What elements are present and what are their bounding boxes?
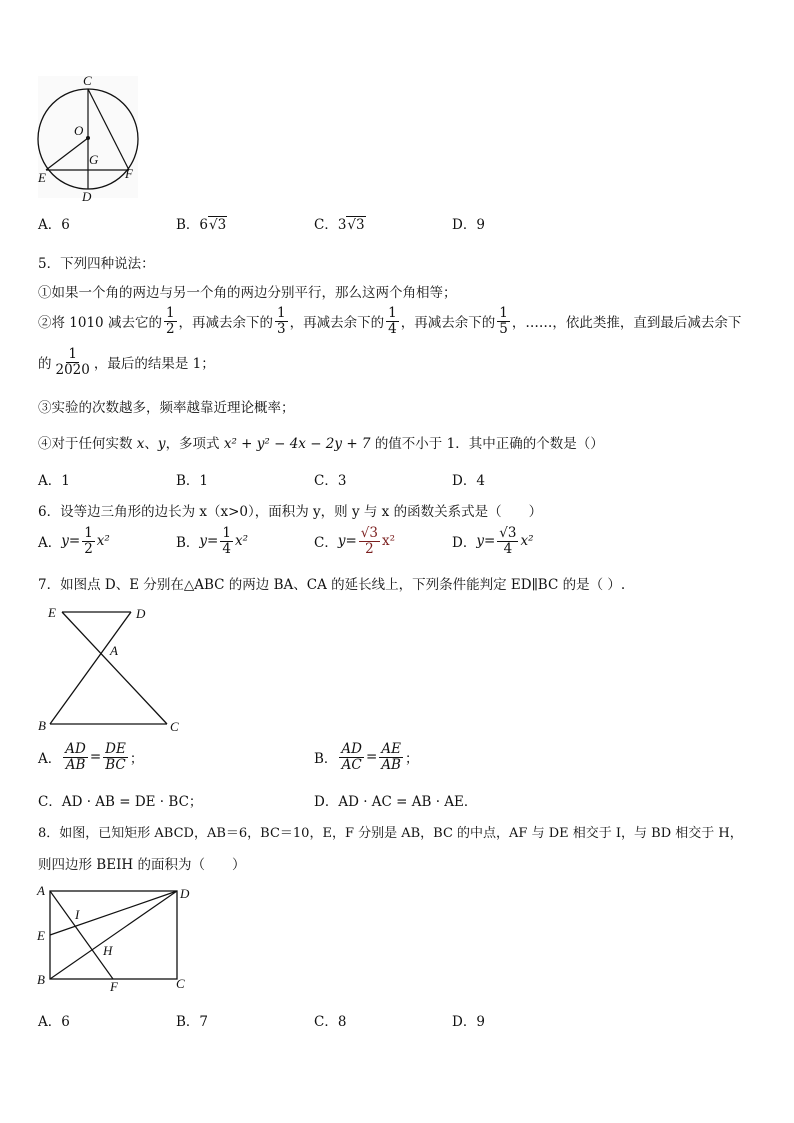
fraction-de-bc bbox=[103, 742, 128, 773]
fraction-denominator: 2 bbox=[165, 320, 175, 337]
q8-stem-line1: 8．如图，已知矩形 ABCD，AB＝6，BC＝10，E，F 分别是 AB，BC 的中点，AF 与 DE 相交于 I，与 BD 相交于 H， bbox=[38, 826, 743, 841]
y-equals: y= bbox=[476, 533, 496, 550]
fraction-numerator: √3 bbox=[499, 525, 517, 541]
option-label: B． bbox=[176, 535, 200, 552]
fraction-1-4 bbox=[386, 306, 399, 337]
q7-triangle-figure bbox=[30, 600, 190, 738]
label-i: I bbox=[75, 907, 80, 922]
fraction-numerator: AE bbox=[381, 741, 401, 757]
x-squared: x² bbox=[382, 533, 396, 550]
q4-option-b[interactable] bbox=[176, 213, 227, 233]
fraction-numerator: 1 bbox=[68, 346, 77, 362]
q6-option-a[interactable] bbox=[38, 526, 110, 557]
fraction-denominator: 2 bbox=[365, 540, 374, 557]
q4-option-b-radical: √3 bbox=[209, 217, 227, 233]
fraction-1-2020 bbox=[54, 347, 92, 378]
fraction-numerator: 1 bbox=[499, 305, 508, 321]
label-e: E bbox=[38, 170, 46, 185]
q7-option-c[interactable]: C．AD · AB = DE · BC； bbox=[38, 794, 203, 810]
q5-option-a[interactable]: A．1 bbox=[38, 473, 70, 489]
var-x: x bbox=[136, 436, 145, 452]
option-label: A． bbox=[38, 751, 62, 768]
label-b: B bbox=[37, 972, 45, 987]
fraction-denominator: AC bbox=[341, 756, 362, 773]
q5-option-d[interactable]: D．4 bbox=[452, 473, 485, 489]
segment-bd bbox=[50, 891, 177, 979]
separator: 、 bbox=[144, 436, 158, 452]
q5-s2-text-g: ，最后的结果是 1； bbox=[93, 356, 215, 373]
equals-sign: = bbox=[89, 749, 102, 766]
q4-option-a[interactable]: A．6 bbox=[38, 217, 70, 233]
label-c: C bbox=[170, 719, 179, 734]
label-b: B bbox=[38, 718, 46, 733]
y-equals: y= bbox=[61, 533, 81, 550]
q6-stem: 6．设等边三角形的边长为 x（x>0），面积为 y，则 y 与 x 的函数关系式是（ ） bbox=[38, 504, 543, 520]
q7-option-d[interactable]: D．AD · AC = AB · AE． bbox=[314, 794, 478, 810]
segment-ed bbox=[50, 891, 177, 935]
q5-statement-2-line2 bbox=[38, 347, 215, 378]
q8-stem-line2: 则四边形 BEIH 的面积为（ ） bbox=[38, 857, 246, 873]
fraction-1-5 bbox=[497, 306, 510, 337]
fraction bbox=[220, 526, 233, 557]
fraction-ad-ac bbox=[339, 742, 364, 773]
option-label: B． bbox=[314, 751, 338, 768]
label-c: C bbox=[176, 976, 185, 991]
center-point-o bbox=[86, 136, 90, 140]
equals-sign: = bbox=[366, 749, 378, 766]
fraction-1-3 bbox=[275, 306, 288, 337]
label-f: F bbox=[110, 979, 118, 994]
fraction-denominator: 4 bbox=[388, 320, 397, 337]
var-y: y bbox=[157, 436, 166, 452]
q6-option-d[interactable] bbox=[452, 526, 534, 557]
fraction-denominator: 3 bbox=[277, 320, 286, 337]
q5-statement-3: ③实验的次数越多，频率越靠近理论概率； bbox=[38, 400, 295, 416]
label-a: A bbox=[110, 643, 118, 658]
fraction-ae-ab bbox=[379, 742, 403, 773]
segment-af bbox=[50, 891, 113, 979]
label-d: D bbox=[136, 606, 146, 621]
x-squared: x² bbox=[234, 533, 248, 550]
fraction-denominator: 5 bbox=[499, 320, 508, 337]
option-label: D． bbox=[452, 535, 477, 552]
fraction-denominator: BC bbox=[105, 756, 126, 773]
label-h: H bbox=[103, 943, 113, 958]
label-e: E bbox=[37, 928, 45, 943]
fraction-numerator: 1 bbox=[277, 305, 286, 321]
q5-title: 5．下列四种说法： bbox=[38, 256, 155, 272]
label-a: A bbox=[37, 883, 45, 898]
fraction-denominator: 4 bbox=[503, 540, 513, 557]
fraction-denominator: 2020 bbox=[55, 361, 90, 378]
option-label: C． bbox=[314, 535, 338, 552]
q5-s2-text-f: 的 bbox=[38, 356, 52, 373]
punctuation: ； bbox=[404, 751, 419, 768]
q5-s4-text-b: ，多项式 bbox=[165, 436, 220, 452]
q4-option-c[interactable] bbox=[314, 213, 366, 233]
fraction-denominator: AB bbox=[381, 756, 401, 773]
q5-s4-text-a: ④对于任何实数 bbox=[38, 436, 133, 452]
q5-s4-text-c: 的值不小于 1．其中正确的个数是（） bbox=[374, 436, 604, 452]
q4-circle-figure bbox=[30, 70, 145, 205]
q7-option-b[interactable] bbox=[314, 742, 418, 773]
fraction bbox=[82, 526, 95, 557]
q5-statement-4 bbox=[38, 432, 604, 452]
q6-option-c[interactable] bbox=[314, 526, 395, 557]
q4-option-c-radical: √3 bbox=[347, 217, 365, 233]
fraction-numerator: 1 bbox=[165, 305, 175, 321]
fraction-denominator: AB bbox=[65, 756, 86, 773]
fraction-1-2 bbox=[164, 306, 177, 337]
q8-option-b[interactable]: B．7 bbox=[176, 1014, 209, 1030]
q8-option-c[interactable]: C．8 bbox=[314, 1014, 347, 1030]
segment-db bbox=[50, 612, 131, 724]
fraction-numerator: AD bbox=[341, 741, 362, 757]
q7-option-a[interactable] bbox=[38, 742, 143, 773]
polynomial-expression: x² + y² − 4x − 2y + 7 bbox=[223, 436, 371, 452]
q4-option-d[interactable]: D．9 bbox=[452, 217, 485, 233]
label-d: D bbox=[82, 189, 92, 204]
fraction-numerator: 1 bbox=[84, 525, 93, 541]
y-equals: y= bbox=[199, 533, 219, 550]
q4-option-c-coef: C．3 bbox=[314, 217, 347, 233]
label-c: C bbox=[83, 73, 92, 88]
x-squared: x² bbox=[520, 533, 534, 550]
x-squared: x² bbox=[96, 533, 110, 550]
fraction-numerator: √3 bbox=[360, 525, 378, 541]
fraction-numerator: DE bbox=[105, 741, 126, 757]
punctuation: ； bbox=[129, 751, 144, 768]
q5-statement-1: ①如果一个角的两边与另一个角的两边分别平行，那么这两个角相等； bbox=[38, 285, 457, 301]
q5-s2-text-d: ，再减去余下的 bbox=[400, 315, 496, 332]
q5-s2-text-c: ，再减去余下的 bbox=[289, 315, 385, 332]
q7-stem: 7．如图点 D、E 分别在△ABC 的两边 BA、CA 的延长线上，下列条件能判定 ED∥BC 的是（ ）. bbox=[38, 577, 626, 593]
fraction-numerator: AD bbox=[65, 741, 86, 757]
q5-statement-2-line1 bbox=[38, 306, 741, 337]
q8-option-a[interactable]: A．6 bbox=[38, 1014, 70, 1030]
label-g: G bbox=[89, 152, 99, 167]
q4-option-b-radicand: 3 bbox=[217, 217, 227, 233]
fraction-numerator: 1 bbox=[222, 525, 231, 541]
label-o: O bbox=[74, 123, 84, 138]
segment-ec bbox=[62, 612, 167, 724]
label-e: E bbox=[48, 605, 56, 620]
fraction bbox=[359, 526, 380, 557]
q5-s2-text-a: ②将 1010 减去它的 bbox=[38, 315, 162, 332]
q5-s2-text-b: ，再减去余下的 bbox=[178, 315, 274, 332]
fraction bbox=[497, 526, 518, 557]
fraction-numerator: 1 bbox=[388, 305, 397, 321]
q8-rectangle-figure bbox=[30, 880, 200, 995]
q5-s2-text-e: ，……，依此类推，直到最后减去余下 bbox=[511, 315, 742, 332]
fraction-denominator: 2 bbox=[84, 540, 93, 557]
fraction-denominator: 4 bbox=[222, 540, 231, 557]
q8-option-d[interactable]: D．9 bbox=[452, 1014, 485, 1030]
q4-option-c-radicand: 3 bbox=[356, 217, 365, 233]
q6-option-b[interactable] bbox=[176, 526, 248, 557]
y-equals: y= bbox=[337, 533, 357, 550]
fraction-ad-ab bbox=[63, 742, 88, 773]
option-label: A． bbox=[38, 535, 62, 552]
q4-option-b-coef: B．6 bbox=[176, 217, 209, 233]
label-d: D bbox=[180, 886, 190, 901]
q5-option-b[interactable]: B．1 bbox=[176, 473, 209, 489]
label-f: F bbox=[125, 166, 133, 181]
q5-option-c[interactable]: C．3 bbox=[314, 473, 347, 489]
